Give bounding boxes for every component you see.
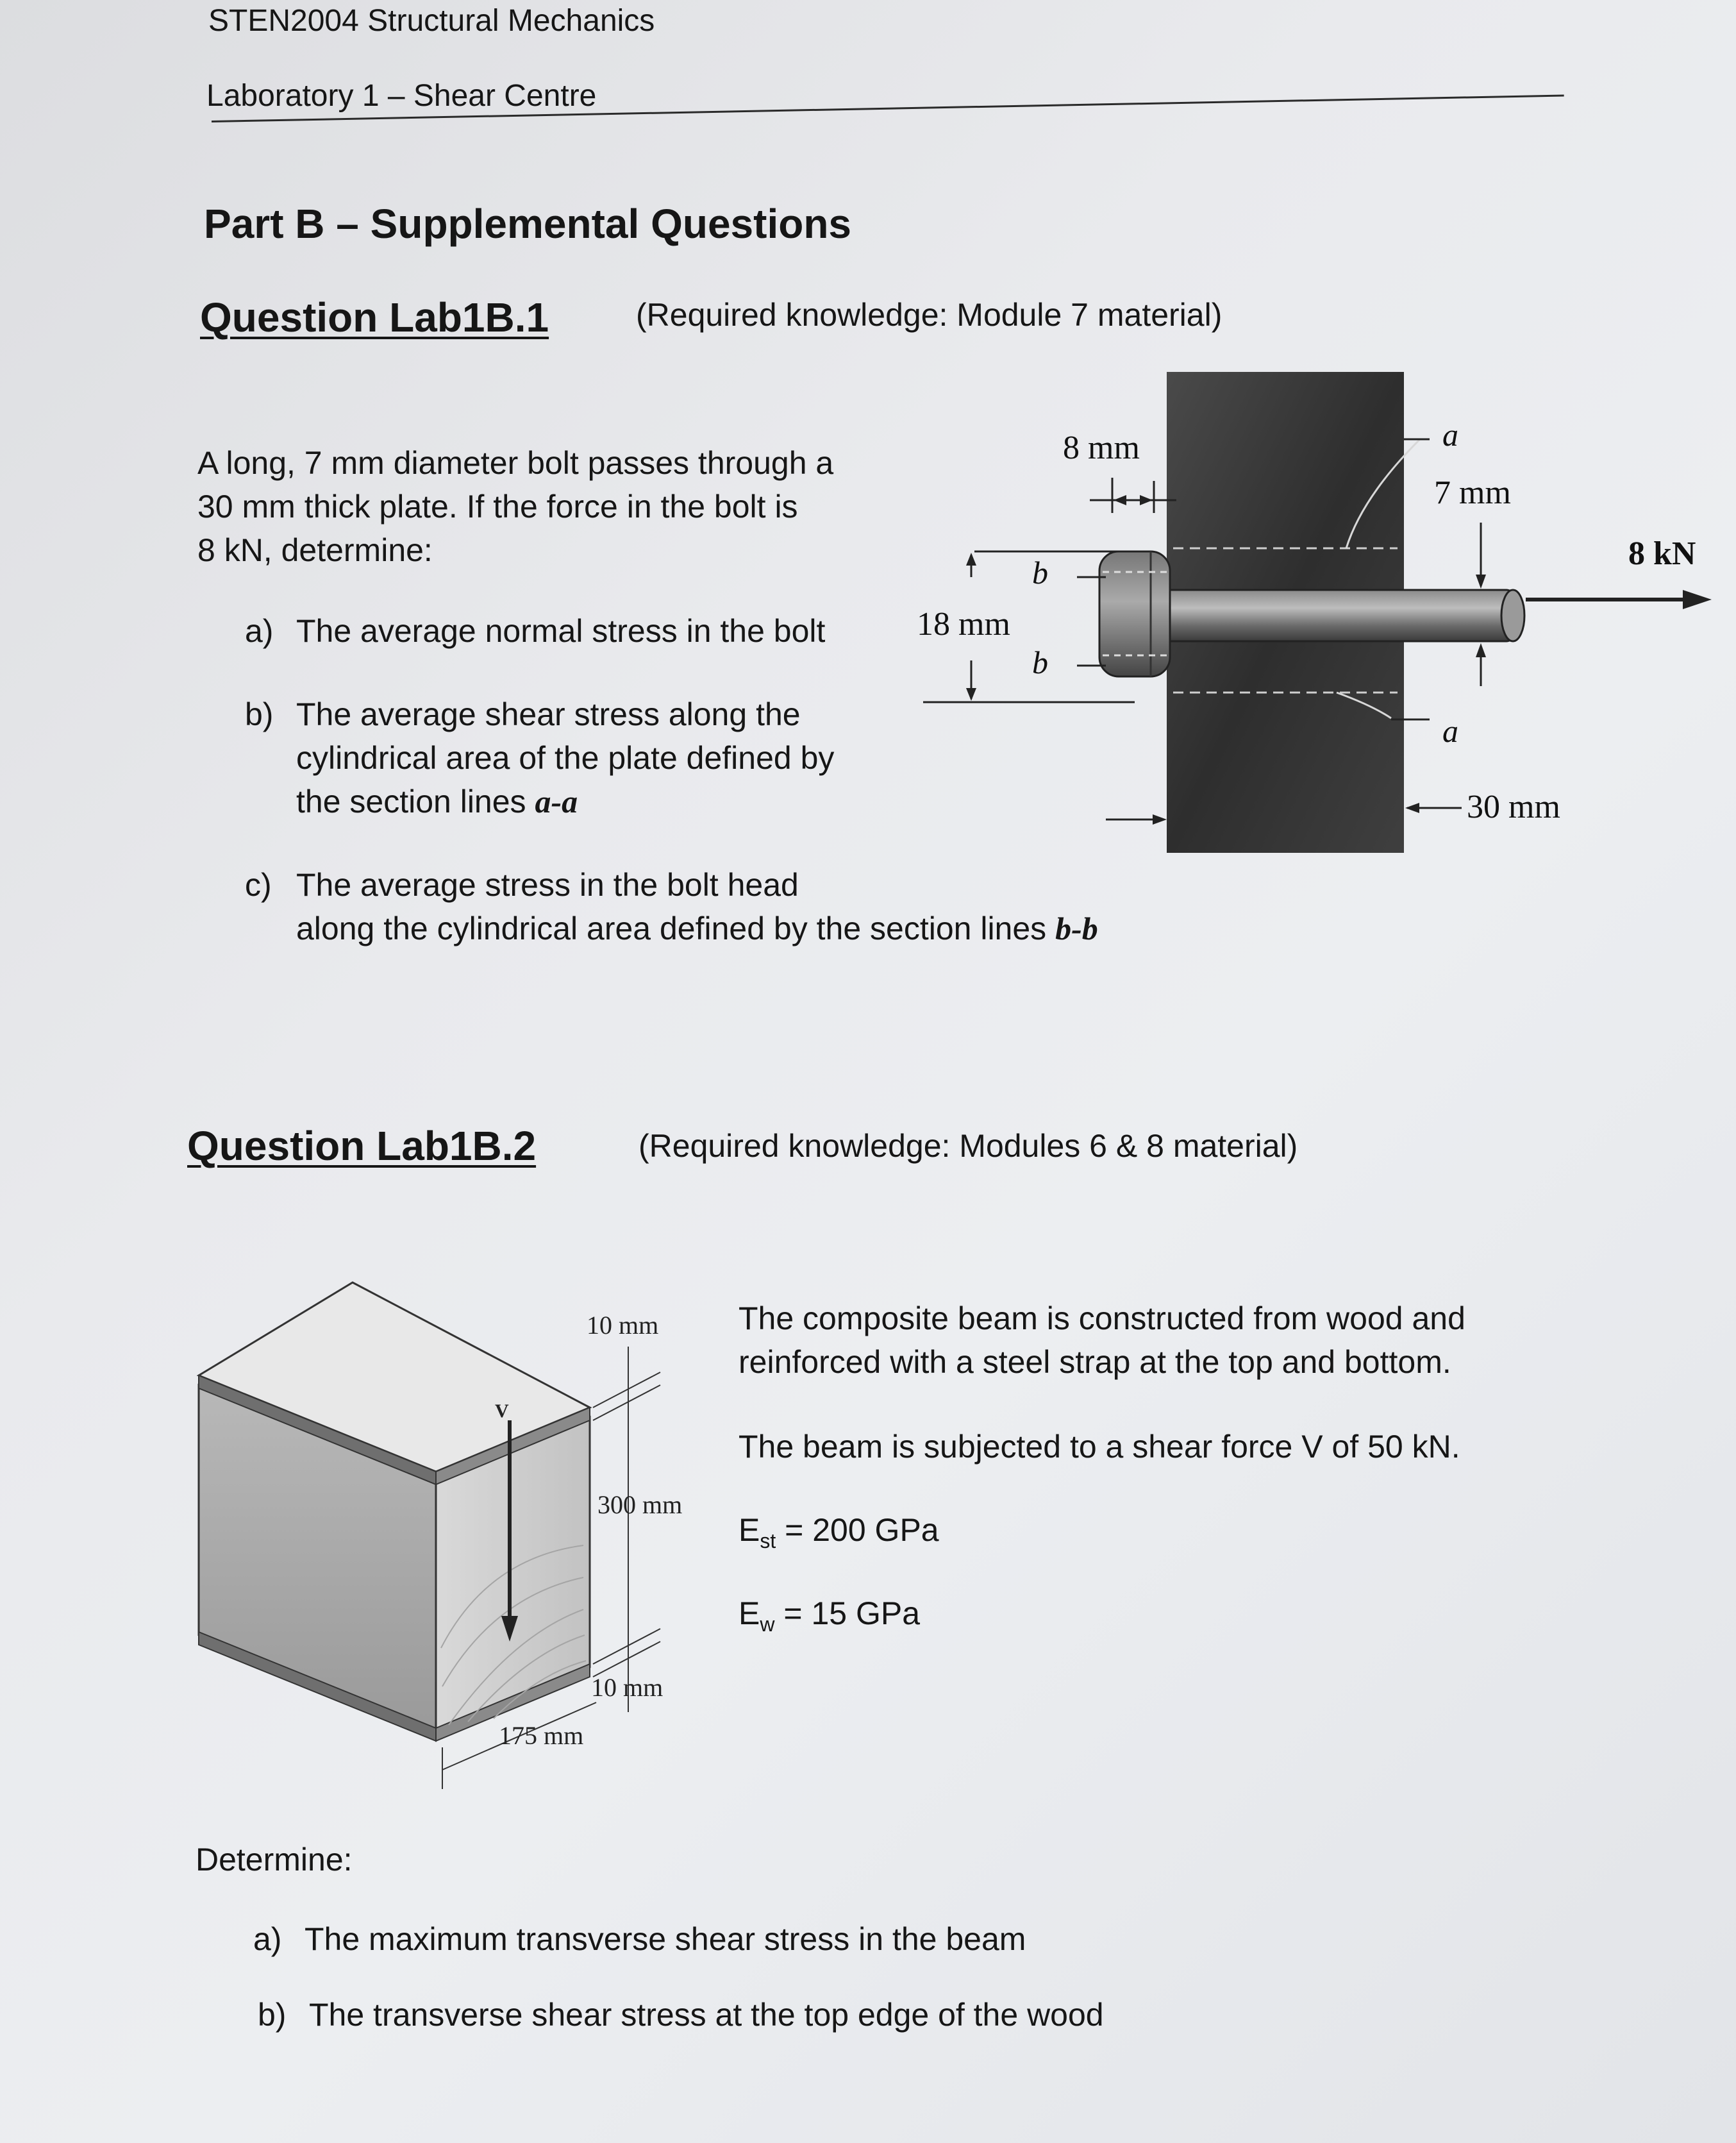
lab-title: Laboratory 1 – Shear Centre xyxy=(206,79,597,113)
section-b-label-bottom: b xyxy=(1032,644,1048,680)
dim-18-arrowhead xyxy=(966,553,976,566)
item-letter: a) xyxy=(245,613,274,649)
bottom-strap-label: 10 mm xyxy=(591,1673,664,1702)
q1-title: Question Lab1B.1 xyxy=(200,294,549,340)
force-arrowhead xyxy=(1683,590,1712,609)
q1-item-b xyxy=(245,693,834,823)
plate-thickness-label: 30 mm xyxy=(1467,789,1560,825)
determine-label: Determine: xyxy=(196,1842,353,1878)
section-a-label-bottom: a xyxy=(1442,713,1458,749)
head-thickness-label: 8 mm xyxy=(1063,430,1140,466)
course-title: STEN2004 Structural Mechanics xyxy=(208,4,655,38)
section-label: a-a xyxy=(535,784,578,819)
item-letter: c) xyxy=(245,867,272,903)
q1-intro-line: 30 mm thick plate. If the force in the bolt is xyxy=(197,489,798,525)
section-label: b-b xyxy=(1055,911,1098,946)
shear-label: V xyxy=(495,1400,509,1422)
section-b-label-top: b xyxy=(1032,555,1048,591)
bolt-head xyxy=(1099,551,1170,677)
dim-30-arrowhead xyxy=(1153,814,1167,825)
q2-item-a xyxy=(253,1917,1026,1961)
dim-7-arrowhead xyxy=(1476,575,1486,589)
dim-18-arrowhead xyxy=(966,688,976,701)
q1-item-c xyxy=(245,863,1098,950)
item-text: along the cylindrical area defined by the section lines xyxy=(296,911,1056,946)
modulus-sub: st xyxy=(760,1529,776,1552)
q2-title: Question Lab1B.2 xyxy=(187,1123,537,1169)
item-text: The average shear stress along the xyxy=(296,696,801,732)
item-letter: a) xyxy=(253,1921,282,1957)
item-text: cylindrical area of the plate defined by xyxy=(296,740,835,776)
q1-intro-line: A long, 7 mm diameter bolt passes through a xyxy=(197,445,834,481)
force-label: 8 kN xyxy=(1628,535,1696,572)
q2-desc-line: reinforced with a steel strap at the top and bottom. xyxy=(739,1344,1451,1380)
modulus-value: = 200 GPa xyxy=(776,1512,939,1548)
item-text: The average stress in the bolt head xyxy=(296,867,799,903)
q2-description xyxy=(739,1297,1465,1384)
modulus-sub: w xyxy=(760,1613,775,1636)
item-text: The average normal stress in the bolt xyxy=(296,613,826,649)
modulus-symbol: E xyxy=(739,1595,760,1631)
item-text: The maximum transverse shear stress in the beam xyxy=(305,1921,1026,1957)
q1-intro-line: 8 kN, determine: xyxy=(197,532,433,568)
dim-8-arrowhead xyxy=(1140,495,1153,505)
q1-intro xyxy=(197,441,833,572)
q2-est xyxy=(739,1508,939,1563)
head-diameter-label: 18 mm xyxy=(917,606,1010,643)
top-strap-label: 10 mm xyxy=(587,1311,659,1340)
q1-item-a xyxy=(245,609,825,653)
bolt-diameter-label: 7 mm xyxy=(1434,475,1511,511)
modulus-symbol: E xyxy=(739,1512,760,1548)
depth-label: 300 mm xyxy=(597,1490,683,1519)
dim-8-arrowhead xyxy=(1114,495,1126,505)
composite-beam-figure xyxy=(192,1276,718,1815)
q2-required: (Required knowledge: Modules 6 & 8 material) xyxy=(638,1128,1298,1164)
q2-ew xyxy=(739,1592,920,1646)
item-text: The transverse shear stress at the top edge of the wood xyxy=(309,1997,1104,2033)
part-title: Part B – Supplemental Questions xyxy=(204,201,851,247)
bolt-end xyxy=(1501,590,1524,641)
modulus-value: = 15 GPa xyxy=(774,1595,921,1631)
dim-30-arrowhead xyxy=(1405,803,1419,813)
width-label: 175 mm xyxy=(499,1721,584,1750)
bolt-shank xyxy=(1160,590,1513,641)
section-a-label-top: a xyxy=(1442,417,1458,453)
q2-desc-line: The composite beam is constructed from wood and xyxy=(739,1300,1465,1336)
dim-7-arrowhead xyxy=(1476,643,1486,657)
item-text: the section lines xyxy=(296,784,535,819)
item-letter: b) xyxy=(245,696,274,732)
q2-shear-force: The beam is subjected to a shear force V of 50 kN. xyxy=(739,1429,1460,1465)
bolt-plate-figure xyxy=(885,359,1731,872)
q2-item-b xyxy=(258,1993,1104,2037)
q1-required: (Required knowledge: Module 7 material) xyxy=(636,297,1223,333)
item-letter: b) xyxy=(258,1997,287,2033)
